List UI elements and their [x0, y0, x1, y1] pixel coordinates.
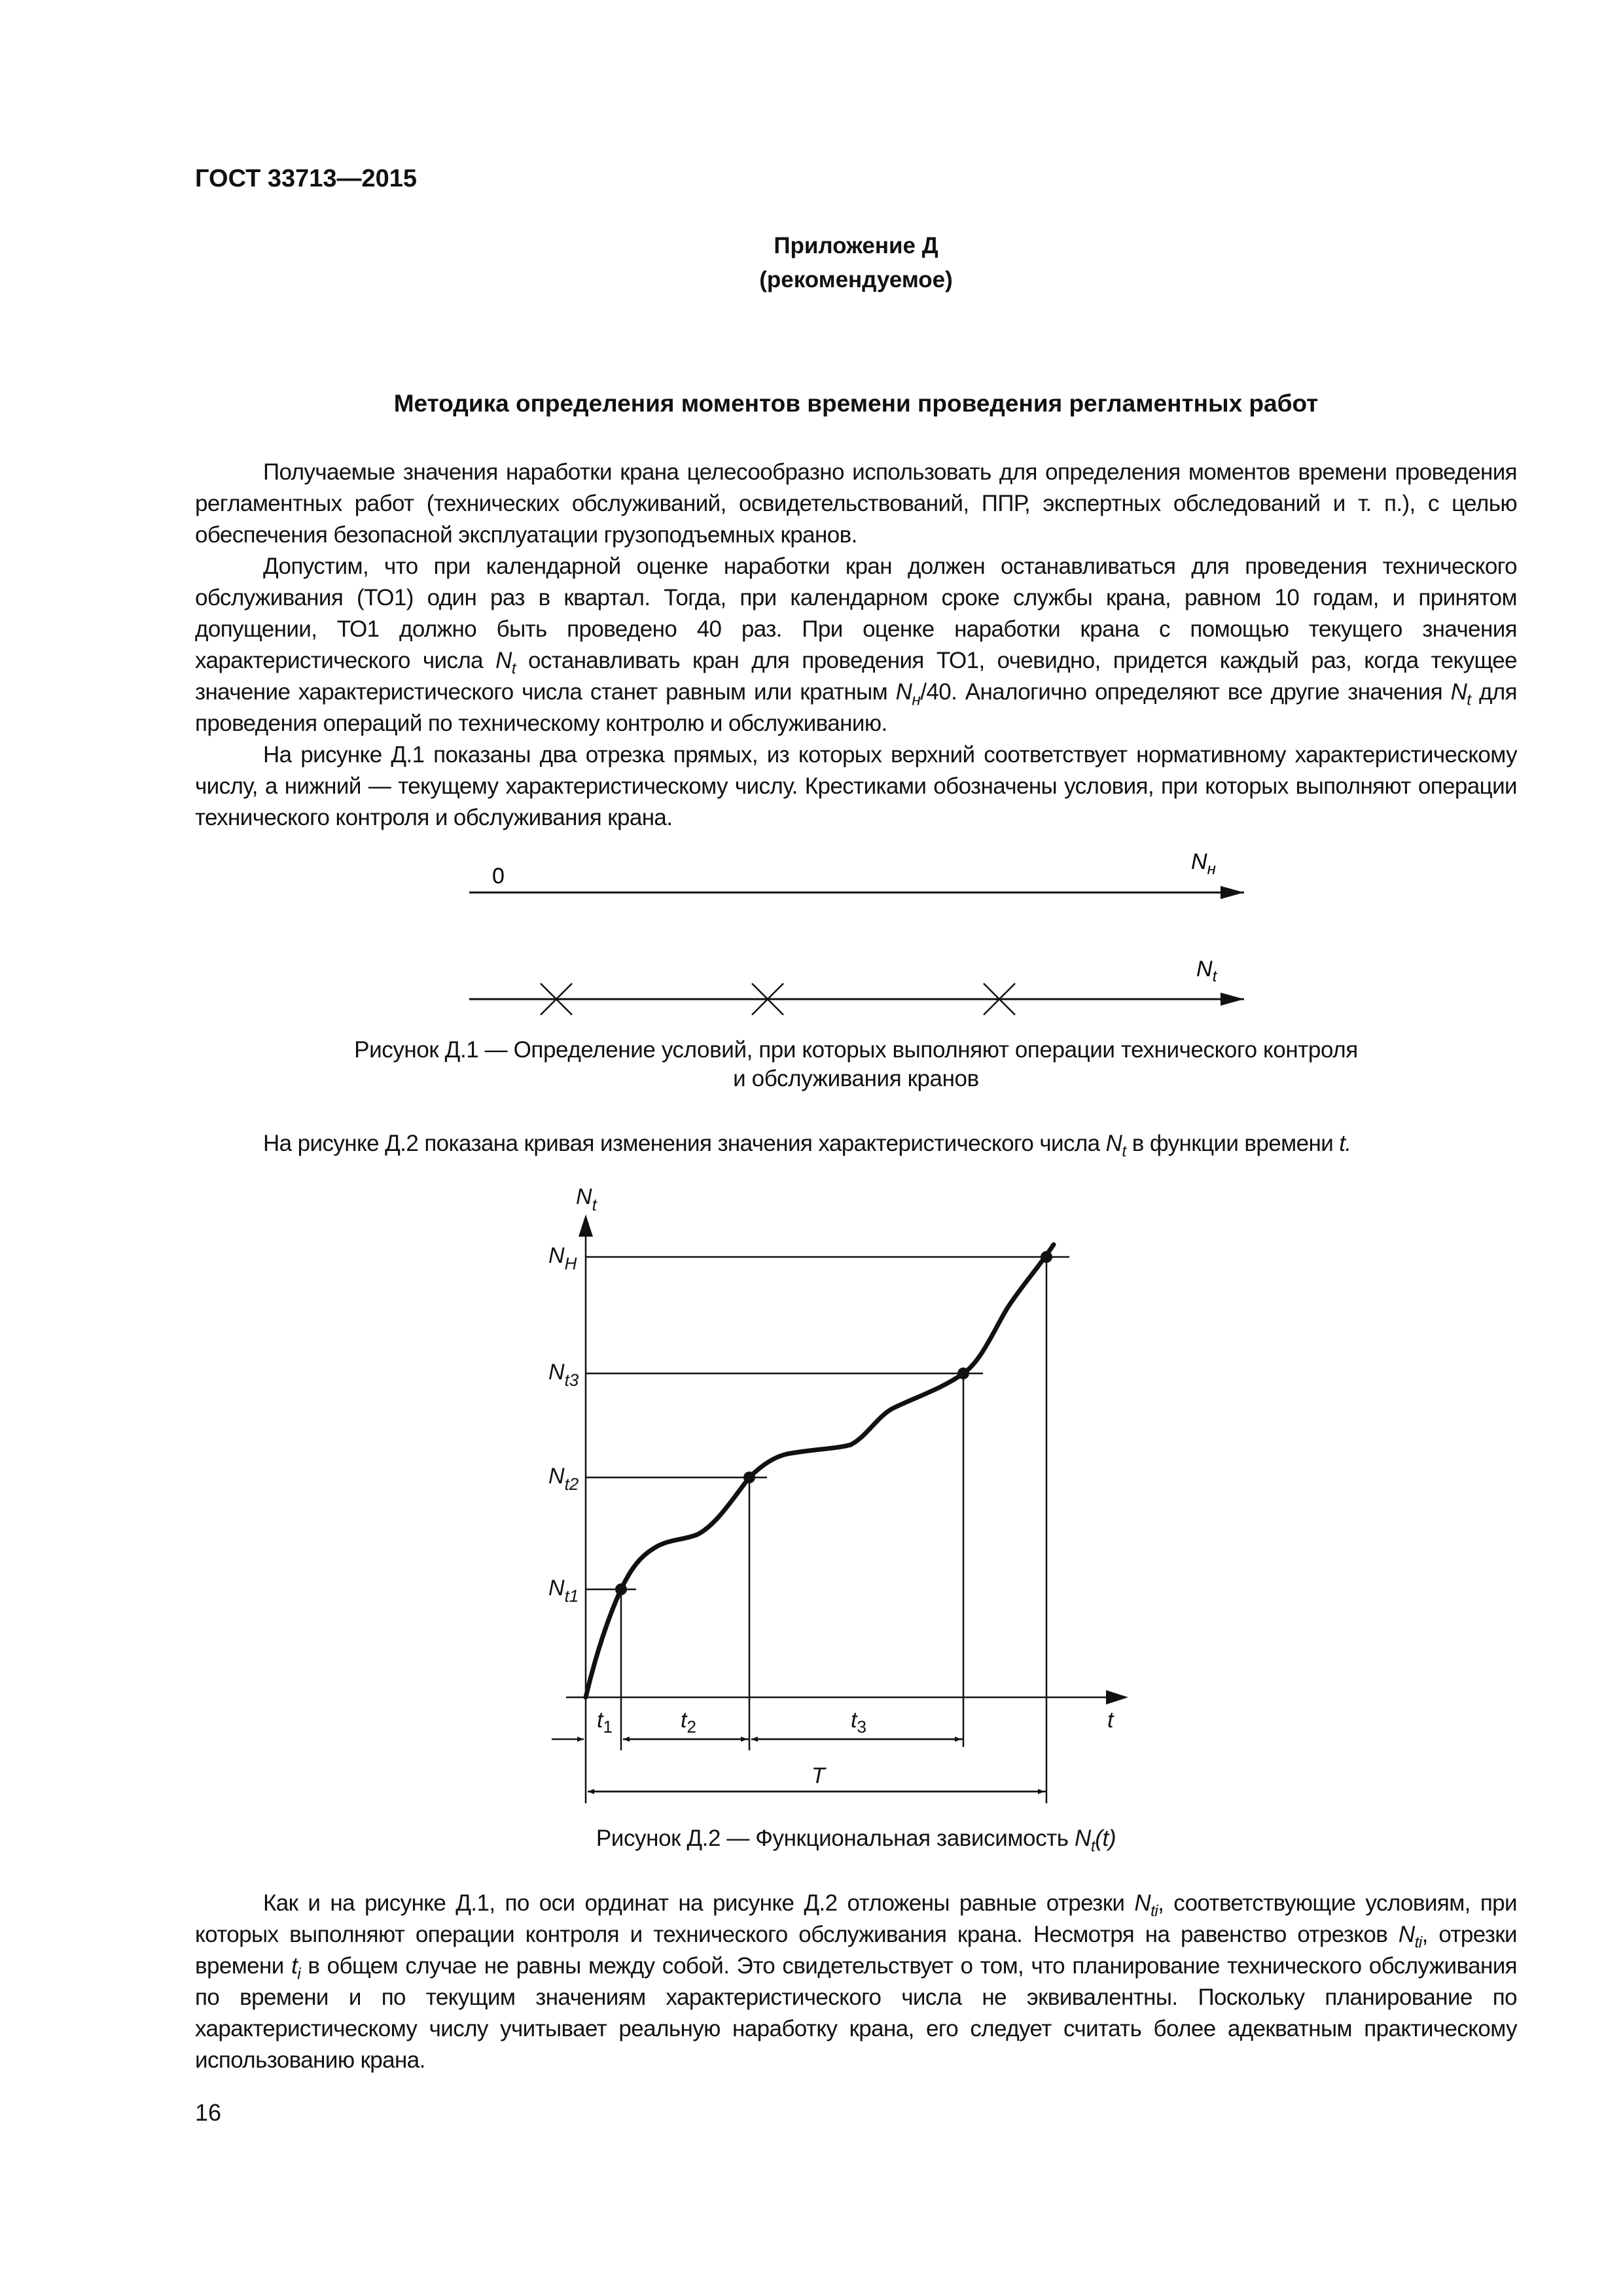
text-run: Допустим, что при календарной оценке наработки кран должен останавливаться для проведения технического обслуживания (ТО1) один раз в квартал. Тогда, при календарном сроке службы крана, равном 10 годам, и принятом допущении, ТО1 должно быть проведено 40 раз. При оценке наработки крана с помощью текущего значения характеристического числа [195, 554, 1517, 673]
subscript: i [297, 1965, 301, 1983]
subscript: t [1122, 1142, 1126, 1161]
caption-line: и обслуживания кранов [733, 1066, 979, 1091]
level-label-nt1: $N_{t1}$ [548, 1576, 579, 1606]
italic-symbol: N [1450, 679, 1467, 705]
text-run: в общем случае не равны между собой. Это свидетельствует о том, что планирование технического обслуживания по времени и по текущим значениям характеристического числа не эквивалентны. Поскольку планирование по характеристическому числу учитывает реальную наработку крана, его следует считать более адекватным практическому использованию крана. [195, 1953, 1517, 2073]
total-label: T [812, 1763, 825, 1788]
document-header: ГОСТ 33713—2015 [195, 165, 418, 192]
current-axis-label: $N_t$ [1196, 957, 1217, 985]
interval-label-t2: $t_2$ [681, 1708, 696, 1737]
subscript: t [1090, 1837, 1096, 1856]
arrowhead [579, 1214, 593, 1237]
figure-d1-caption [195, 1036, 1517, 1093]
italic-symbol: N [1134, 1890, 1151, 1916]
subscript: н [912, 691, 921, 709]
text-run: для проведения операций по техническому контролю и обслуживанию. [195, 679, 1517, 736]
caption-line: Рисунок Д.1 — Определение условий, при которых выполняют операции технического контроля [354, 1037, 1358, 1063]
appendix-title: Приложение Д [774, 233, 938, 258]
subscript: t [1467, 691, 1471, 709]
closing-paragraph [195, 1888, 1517, 2076]
text-run: На рисунке Д.1 показаны два отрезка прямых, из которых верхний соответствует нормативному характеристическому числу, а нижний — текущему характеристическому числу. Крестиками обозначены условия, при которых выполняют операции технического контроля и обслуживания крана. [195, 742, 1517, 830]
text-run: , отрезки времени [195, 1922, 1517, 1979]
x-axis-label: t [1107, 1708, 1114, 1733]
point-nt2 [743, 1472, 755, 1483]
point-nh [1041, 1251, 1052, 1263]
arrowhead [1221, 993, 1244, 1006]
level-label-nt2: $N_{t2}$ [548, 1464, 579, 1494]
nt-curve [586, 1245, 1054, 1697]
y-axis-label: $N_t$ [576, 1184, 597, 1214]
italic-symbol: t [291, 1953, 298, 1979]
subscript: t [511, 660, 516, 678]
text-run: Рисунок Д.2 — Функциональная зависимость [596, 1826, 1075, 1851]
point-nt1 [615, 1583, 627, 1595]
interval-label-t3: $t_3$ [851, 1708, 866, 1737]
italic-symbol: N [895, 679, 912, 705]
normative-axis-label: $N_н$ [1191, 849, 1216, 878]
appendix-status: (рекомендуемое) [759, 267, 953, 292]
point-nt3 [957, 1368, 969, 1379]
arrowhead [1221, 886, 1244, 899]
figure-d2 [548, 1184, 1128, 1803]
text-run: в функции времени [1126, 1131, 1340, 1156]
subscript: ti [1150, 1902, 1158, 1920]
figure-d1 [469, 849, 1244, 1015]
text-run: На рисунке Д.2 показана кривая изменения значения характеристического числа [263, 1131, 1106, 1156]
text-run: , соответствующие условиям, при которых выполняют операции контроля и технического обслуживания крана. Несмотря на равенство отрезков [195, 1890, 1517, 1947]
text-run: Как и на рисунке Д.1, по оси ординат на рисунке Д.2 отложены равные отрезки [263, 1890, 1135, 1916]
figure-d2-caption [195, 1824, 1517, 1856]
text-run: останавливать кран для проведения ТО1, очевидно, придется каждый раз, когда текущее значение характеристического числа станет равным или кратным [195, 648, 1517, 705]
subscript: ti [1414, 1934, 1422, 1952]
level-label-nt3: $N_{t3}$ [548, 1360, 579, 1390]
italic-symbol: N [495, 648, 512, 673]
zero-label: 0 [492, 864, 505, 889]
section-title: Методика определения моментов времени проведения регламентных работ [393, 390, 1319, 417]
text-run: Получаемые значения наработки крана целесообразно использовать для определения моментов времени проведения регламентных работ (технических обслуживаний, освидетельствований, ППР, экспертных обследований и т. п.), с целью обеспечения безопасной эксплуатации грузоподъемных кранов. [195, 459, 1517, 548]
page-number: 16 [195, 2099, 222, 2126]
italic-symbol: N [1105, 1131, 1122, 1156]
italic-symbol: (t) [1095, 1826, 1116, 1851]
italic-symbol: N [1074, 1826, 1091, 1851]
figure-d2-intro [195, 1128, 1517, 1159]
level-label-nh: $N_H$ [548, 1243, 577, 1273]
interval-label-t1: $t_1$ [597, 1708, 613, 1737]
text-run: /40. Аналогично определяют все другие значения [920, 679, 1451, 705]
italic-symbol: N [1398, 1922, 1415, 1947]
arrowhead [1106, 1690, 1128, 1704]
italic-symbol: t. [1339, 1131, 1351, 1156]
